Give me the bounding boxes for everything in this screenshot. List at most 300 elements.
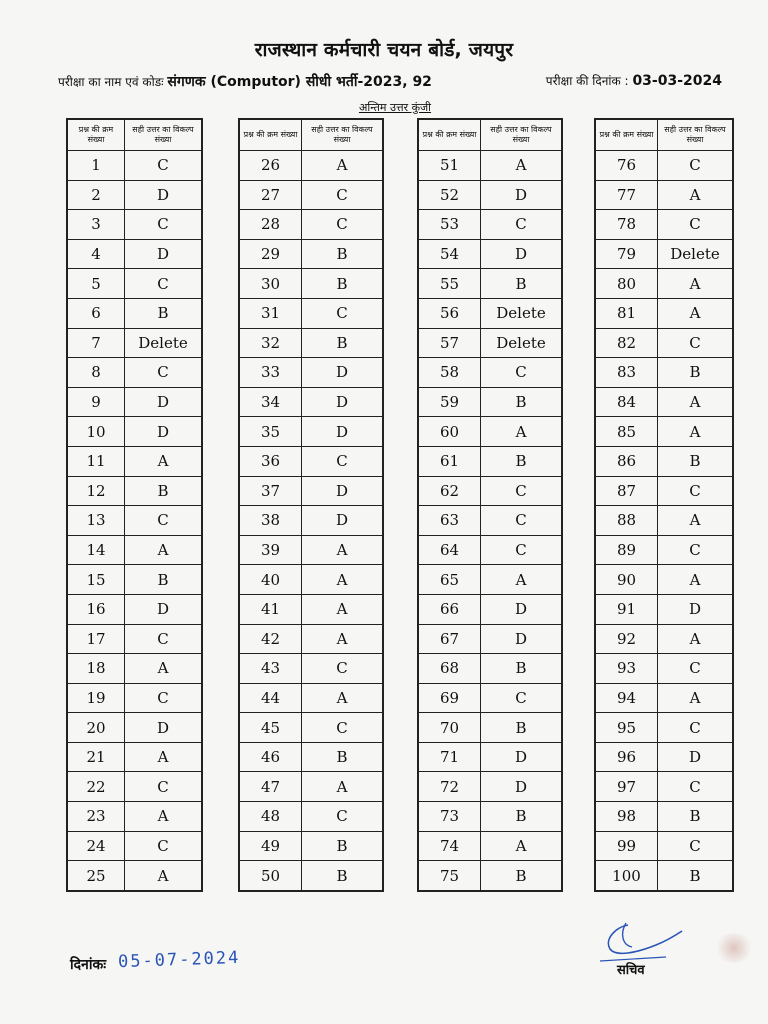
question-number: 9 — [67, 387, 125, 417]
correct-answer: B — [302, 861, 384, 891]
exam-info — [58, 72, 432, 91]
question-number: 84 — [595, 387, 658, 417]
table-row — [67, 861, 202, 891]
signature — [596, 917, 686, 965]
table-row — [239, 535, 383, 565]
correct-answer: C — [302, 802, 384, 832]
table-row — [239, 802, 383, 832]
question-number: 25 — [67, 861, 125, 891]
table-row — [67, 358, 202, 388]
question-number: 62 — [418, 476, 481, 506]
correct-answer: B — [658, 861, 734, 891]
exam-date: 03-03-2024 — [632, 73, 722, 89]
table-row — [67, 654, 202, 684]
table-row — [595, 476, 733, 506]
column-header-answer: सही उत्तर का विकल्प संख्या — [481, 119, 563, 151]
footer-date-label: दिनांकः — [70, 957, 107, 973]
question-number: 56 — [418, 298, 481, 328]
correct-answer: A — [302, 772, 384, 802]
correct-answer: Delete — [481, 328, 563, 358]
correct-answer: D — [302, 506, 384, 536]
table-row — [67, 742, 202, 772]
table-row — [418, 446, 562, 476]
table-row — [418, 210, 562, 240]
question-number: 19 — [67, 683, 125, 713]
correct-answer: C — [302, 446, 384, 476]
table-row — [239, 831, 383, 861]
table-row — [595, 594, 733, 624]
table-row — [67, 298, 202, 328]
table-row — [595, 506, 733, 536]
table-row — [418, 417, 562, 447]
question-number: 23 — [67, 802, 125, 832]
table-row — [595, 151, 733, 181]
correct-answer: C — [481, 506, 563, 536]
answer-key-subtitle — [0, 100, 768, 115]
question-number: 8 — [67, 358, 125, 388]
correct-answer: A — [658, 269, 734, 299]
question-number: 17 — [67, 624, 125, 654]
table-row — [418, 180, 562, 210]
table-row — [595, 861, 733, 891]
correct-answer: C — [125, 772, 203, 802]
correct-answer: B — [481, 269, 563, 299]
question-number: 73 — [418, 802, 481, 832]
correct-answer: C — [302, 210, 384, 240]
question-number: 46 — [239, 742, 302, 772]
table-row — [239, 239, 383, 269]
correct-answer: C — [125, 358, 203, 388]
column-header-qno: प्रश्न की क्रम संख्या — [595, 119, 658, 151]
table-row — [239, 151, 383, 181]
correct-answer: B — [125, 298, 203, 328]
question-number: 78 — [595, 210, 658, 240]
table-row — [67, 417, 202, 447]
question-number: 20 — [67, 713, 125, 743]
correct-answer: A — [658, 387, 734, 417]
correct-answer: A — [658, 565, 734, 595]
question-number: 64 — [418, 535, 481, 565]
correct-answer: D — [658, 594, 734, 624]
question-number: 59 — [418, 387, 481, 417]
correct-answer: D — [481, 624, 563, 654]
table-row — [67, 831, 202, 861]
table-row — [418, 358, 562, 388]
question-number: 66 — [418, 594, 481, 624]
question-number: 10 — [67, 417, 125, 447]
question-number: 89 — [595, 535, 658, 565]
question-number: 57 — [418, 328, 481, 358]
table-row — [67, 535, 202, 565]
correct-answer: D — [302, 358, 384, 388]
correct-answer: C — [658, 831, 734, 861]
correct-answer: C — [302, 180, 384, 210]
question-number: 83 — [595, 358, 658, 388]
correct-answer: C — [125, 683, 203, 713]
table-row — [418, 742, 562, 772]
table-row — [595, 239, 733, 269]
table-row — [67, 624, 202, 654]
correct-answer: B — [481, 861, 563, 891]
question-number: 43 — [239, 654, 302, 684]
table-row — [67, 269, 202, 299]
question-number: 67 — [418, 624, 481, 654]
correct-answer: A — [302, 535, 384, 565]
correct-answer: A — [125, 535, 203, 565]
question-number: 75 — [418, 861, 481, 891]
table-row — [67, 210, 202, 240]
question-number: 18 — [67, 654, 125, 684]
table-row — [67, 328, 202, 358]
table-row — [67, 239, 202, 269]
correct-answer: D — [481, 239, 563, 269]
question-number: 50 — [239, 861, 302, 891]
question-number: 3 — [67, 210, 125, 240]
table-row — [418, 476, 562, 506]
table-row — [418, 387, 562, 417]
correct-answer: A — [302, 624, 384, 654]
table-row — [418, 298, 562, 328]
question-number: 58 — [418, 358, 481, 388]
correct-answer: C — [658, 535, 734, 565]
table-row — [239, 772, 383, 802]
correct-answer: C — [658, 328, 734, 358]
correct-answer: D — [125, 417, 203, 447]
table-row — [418, 802, 562, 832]
correct-answer: D — [302, 476, 384, 506]
question-number: 72 — [418, 772, 481, 802]
table-row — [595, 269, 733, 299]
table-row — [595, 624, 733, 654]
question-number: 27 — [239, 180, 302, 210]
table-row — [67, 180, 202, 210]
table-row — [67, 446, 202, 476]
correct-answer: C — [658, 654, 734, 684]
question-number: 69 — [418, 683, 481, 713]
exam-label: परीक्षा का नाम एवं कोडः — [58, 75, 164, 89]
table-row — [595, 831, 733, 861]
question-number: 11 — [67, 446, 125, 476]
question-number: 36 — [239, 446, 302, 476]
correct-answer: B — [658, 446, 734, 476]
table-row — [595, 802, 733, 832]
correct-answer: C — [481, 210, 563, 240]
secretary-label: सचिव — [617, 963, 645, 978]
answer-table-4 — [594, 118, 734, 892]
correct-answer: A — [125, 654, 203, 684]
correct-answer: C — [302, 654, 384, 684]
table-row — [239, 654, 383, 684]
table-row — [418, 151, 562, 181]
question-number: 51 — [418, 151, 481, 181]
question-number: 31 — [239, 298, 302, 328]
table-row — [418, 654, 562, 684]
table-row — [418, 269, 562, 299]
question-number: 76 — [595, 151, 658, 181]
correct-answer: A — [302, 151, 384, 181]
table-row — [67, 476, 202, 506]
column-header-answer: सही उत्तर का विकल्प संख्या — [658, 119, 734, 151]
subtitle-text: अन्तिम उत्तर कुंजी — [358, 101, 432, 114]
column-header-qno: प्रश्न की क्रम संख्या — [418, 119, 481, 151]
correct-answer: D — [481, 742, 563, 772]
question-number: 85 — [595, 417, 658, 447]
question-number: 92 — [595, 624, 658, 654]
exam-name: संगणक (Computor) सीधी भर्ती-2023, 92 — [167, 74, 432, 90]
correct-answer: D — [658, 742, 734, 772]
table-row — [418, 624, 562, 654]
question-number: 40 — [239, 565, 302, 595]
table-row — [67, 594, 202, 624]
table-row — [239, 594, 383, 624]
correct-answer: C — [125, 506, 203, 536]
correct-answer: B — [302, 239, 384, 269]
question-number: 6 — [67, 298, 125, 328]
question-number: 4 — [67, 239, 125, 269]
correct-answer: Delete — [658, 239, 734, 269]
table-row — [418, 328, 562, 358]
question-number: 32 — [239, 328, 302, 358]
correct-answer: C — [658, 713, 734, 743]
question-number: 39 — [239, 535, 302, 565]
question-number: 68 — [418, 654, 481, 684]
correct-answer: Delete — [481, 298, 563, 328]
table-row — [418, 565, 562, 595]
question-number: 100 — [595, 861, 658, 891]
correct-answer: B — [481, 387, 563, 417]
correct-answer: B — [302, 742, 384, 772]
table-row — [595, 683, 733, 713]
correct-answer: C — [481, 535, 563, 565]
table-row — [418, 831, 562, 861]
question-number: 77 — [595, 180, 658, 210]
table-row — [239, 683, 383, 713]
correct-answer: C — [658, 210, 734, 240]
answer-table-1 — [66, 118, 203, 892]
table-row — [418, 861, 562, 891]
correct-answer: A — [658, 417, 734, 447]
question-number: 37 — [239, 476, 302, 506]
table-row — [239, 298, 383, 328]
table-row — [239, 328, 383, 358]
correct-answer: B — [302, 328, 384, 358]
question-number: 90 — [595, 565, 658, 595]
question-number: 24 — [67, 831, 125, 861]
paper-stain — [714, 933, 754, 963]
question-number: 16 — [67, 594, 125, 624]
correct-answer: C — [125, 269, 203, 299]
question-number: 86 — [595, 446, 658, 476]
question-number: 98 — [595, 802, 658, 832]
question-number: 99 — [595, 831, 658, 861]
question-number: 55 — [418, 269, 481, 299]
question-number: 65 — [418, 565, 481, 595]
column-header-qno: प्रश्न की क्रम संख्या — [239, 119, 302, 151]
handwritten-date: 05-07-2024 — [117, 947, 241, 973]
question-number: 21 — [67, 742, 125, 772]
correct-answer: C — [125, 831, 203, 861]
question-number: 88 — [595, 506, 658, 536]
correct-answer: C — [125, 210, 203, 240]
correct-answer: B — [481, 802, 563, 832]
table-row — [239, 180, 383, 210]
table-row — [595, 742, 733, 772]
table-row — [67, 151, 202, 181]
table-row — [418, 506, 562, 536]
table-row — [418, 535, 562, 565]
question-number: 49 — [239, 831, 302, 861]
question-number: 91 — [595, 594, 658, 624]
correct-answer: A — [125, 446, 203, 476]
correct-answer: B — [658, 358, 734, 388]
table-row — [595, 180, 733, 210]
correct-answer: D — [302, 417, 384, 447]
table-row — [595, 210, 733, 240]
correct-answer: A — [125, 861, 203, 891]
correct-answer: A — [481, 565, 563, 595]
question-number: 5 — [67, 269, 125, 299]
table-row — [239, 446, 383, 476]
table-row — [595, 328, 733, 358]
correct-answer: D — [125, 594, 203, 624]
question-number: 54 — [418, 239, 481, 269]
question-number: 80 — [595, 269, 658, 299]
correct-answer: C — [481, 358, 563, 388]
table-row — [595, 713, 733, 743]
correct-answer: B — [302, 269, 384, 299]
table-row — [418, 594, 562, 624]
correct-answer: C — [481, 476, 563, 506]
question-number: 22 — [67, 772, 125, 802]
table-row — [595, 565, 733, 595]
question-number: 42 — [239, 624, 302, 654]
question-number: 33 — [239, 358, 302, 388]
table-row — [595, 417, 733, 447]
question-number: 30 — [239, 269, 302, 299]
exam-date-label: परीक्षा की दिनांक : — [545, 74, 629, 88]
correct-answer: D — [125, 387, 203, 417]
question-number: 29 — [239, 239, 302, 269]
table-row — [595, 298, 733, 328]
correct-answer: D — [481, 180, 563, 210]
question-number: 94 — [595, 683, 658, 713]
correct-answer: B — [481, 446, 563, 476]
correct-answer: C — [658, 476, 734, 506]
question-number: 1 — [67, 151, 125, 181]
correct-answer: A — [658, 683, 734, 713]
table-row — [239, 861, 383, 891]
correct-answer: C — [658, 151, 734, 181]
table-row — [595, 446, 733, 476]
correct-answer: A — [481, 417, 563, 447]
correct-answer: C — [125, 624, 203, 654]
question-number: 60 — [418, 417, 481, 447]
question-number: 12 — [67, 476, 125, 506]
table-row — [595, 535, 733, 565]
question-number: 7 — [67, 328, 125, 358]
answer-table-3 — [417, 118, 563, 892]
correct-answer: A — [481, 831, 563, 861]
table-row — [239, 387, 383, 417]
exam-date-info — [546, 72, 722, 89]
question-number: 44 — [239, 683, 302, 713]
correct-answer: A — [302, 683, 384, 713]
question-number: 35 — [239, 417, 302, 447]
table-row — [67, 713, 202, 743]
correct-answer: B — [302, 831, 384, 861]
table-row — [239, 624, 383, 654]
question-number: 63 — [418, 506, 481, 536]
correct-answer: D — [125, 180, 203, 210]
correct-answer: B — [125, 476, 203, 506]
question-number: 34 — [239, 387, 302, 417]
table-row — [239, 506, 383, 536]
table-row — [239, 358, 383, 388]
question-number: 48 — [239, 802, 302, 832]
table-row — [418, 713, 562, 743]
table-row — [239, 269, 383, 299]
question-number: 45 — [239, 713, 302, 743]
question-number: 96 — [595, 742, 658, 772]
question-number: 53 — [418, 210, 481, 240]
table-row — [67, 506, 202, 536]
correct-answer: A — [302, 565, 384, 595]
correct-answer: A — [658, 180, 734, 210]
table-row — [418, 772, 562, 802]
question-number: 82 — [595, 328, 658, 358]
correct-answer: A — [125, 742, 203, 772]
question-number: 2 — [67, 180, 125, 210]
table-row — [67, 683, 202, 713]
correct-answer: C — [658, 772, 734, 802]
table-row — [595, 358, 733, 388]
correct-answer: B — [125, 565, 203, 595]
correct-answer: A — [481, 151, 563, 181]
correct-answer: C — [302, 298, 384, 328]
correct-answer: B — [481, 654, 563, 684]
question-number: 41 — [239, 594, 302, 624]
correct-answer: A — [125, 802, 203, 832]
table-row — [239, 713, 383, 743]
question-number: 52 — [418, 180, 481, 210]
question-number: 93 — [595, 654, 658, 684]
table-row — [67, 802, 202, 832]
table-row — [239, 476, 383, 506]
question-number: 95 — [595, 713, 658, 743]
question-number: 61 — [418, 446, 481, 476]
table-row — [239, 210, 383, 240]
correct-answer: A — [302, 594, 384, 624]
correct-answer: B — [481, 713, 563, 743]
question-number: 71 — [418, 742, 481, 772]
table-row — [67, 387, 202, 417]
question-number: 15 — [67, 565, 125, 595]
correct-answer: A — [658, 624, 734, 654]
question-number: 81 — [595, 298, 658, 328]
correct-answer: C — [302, 713, 384, 743]
table-row — [67, 565, 202, 595]
correct-answer: C — [481, 683, 563, 713]
question-number: 97 — [595, 772, 658, 802]
question-number: 87 — [595, 476, 658, 506]
correct-answer: B — [658, 802, 734, 832]
question-number: 14 — [67, 535, 125, 565]
column-header-answer: सही उत्तर का विकल्प संख्या — [302, 119, 384, 151]
table-row — [67, 772, 202, 802]
correct-answer: Delete — [125, 328, 203, 358]
column-header-qno: प्रश्न की क्रम संख्या — [67, 119, 125, 151]
correct-answer: C — [125, 151, 203, 181]
